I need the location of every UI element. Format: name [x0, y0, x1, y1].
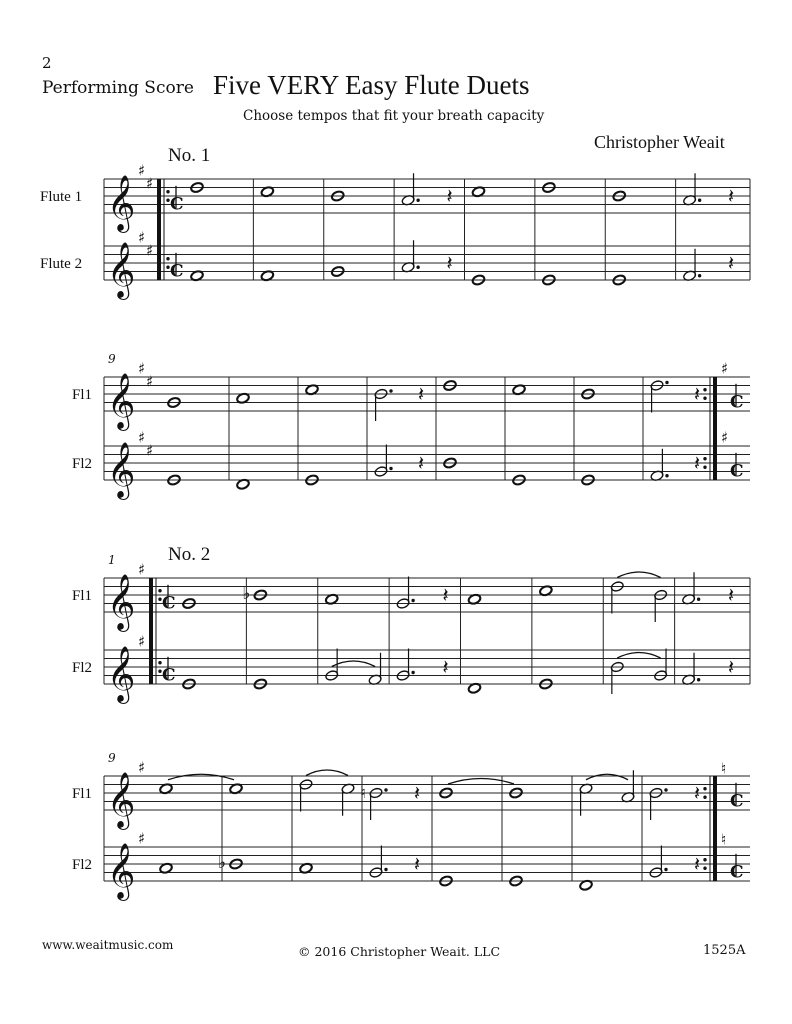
key-sharp: ♯ [138, 829, 146, 848]
treble-clef-icon: 𝄞 [107, 772, 136, 828]
augmentation-dot [416, 266, 419, 269]
quarter-rest: 𝄽 [442, 655, 449, 679]
augmentation-dot [389, 467, 392, 470]
slur [168, 774, 234, 780]
part-label-flute-1: Fl1 [72, 786, 93, 802]
repeat-thick-bar [157, 179, 161, 280]
augmentation-dot [665, 474, 668, 477]
part-label-flute-2: Flute 2 [40, 256, 83, 272]
quarter-rest: 𝄽 [694, 781, 701, 805]
subtitle: Choose tempos that fit your breath capacity [243, 108, 545, 124]
part-label-flute-2: Fl2 [72, 456, 93, 472]
time-signature-cut: C [170, 194, 184, 215]
slur [306, 770, 348, 776]
system-4 [72, 751, 750, 901]
courtesy-sharp: ♯ [721, 359, 729, 378]
footer-copyright: © 2016 Christopher Weait. LLC [298, 944, 501, 959]
page-number: 2 [42, 54, 52, 72]
courtesy-time-signature: C [730, 791, 744, 812]
treble-clef-icon: 𝄞 [107, 574, 136, 630]
key-sharp: ♯ [146, 241, 154, 260]
key-sharp: ♯ [146, 372, 154, 391]
quarter-rest: 𝄽 [728, 583, 735, 607]
augmentation-dot [698, 274, 701, 277]
quarter-rest: 𝄽 [694, 852, 701, 876]
page-title: Five VERY Easy Flute Duets [213, 70, 530, 100]
key-sharp: ♯ [146, 174, 154, 193]
courtesy-natural: ♮ [721, 830, 727, 849]
repeat-dot [166, 190, 169, 193]
repeat-dot [703, 457, 706, 460]
augmentation-dot [698, 199, 701, 202]
augmentation-dot [384, 788, 387, 791]
flat-sign: ♭ [242, 584, 251, 604]
quarter-rest: 𝄽 [728, 655, 735, 679]
augmentation-dot [384, 868, 387, 871]
treble-clef-icon: 𝄞 [107, 242, 136, 298]
end-repeat-thick-bar [713, 377, 717, 480]
quarter-rest: 𝄽 [414, 781, 421, 805]
key-sharp: ♯ [138, 758, 146, 777]
key-sharp: ♯ [138, 359, 146, 378]
footer-website: www.weaitmusic.com [42, 938, 174, 952]
augmentation-dot [664, 788, 667, 791]
treble-clef-icon: 𝄞 [107, 373, 136, 429]
quarter-rest: 𝄽 [414, 852, 421, 876]
quarter-rest: 𝄽 [728, 251, 735, 275]
repeat-dot [158, 589, 161, 592]
courtesy-time-signature: C [730, 392, 744, 413]
augmentation-dot [411, 599, 414, 602]
quarter-rest: 𝄽 [694, 382, 701, 406]
key-sharp: ♯ [138, 560, 146, 579]
system-3 [72, 544, 750, 704]
slur [617, 653, 660, 659]
repeat-dot [703, 397, 706, 400]
piece-label: No. 2 [168, 544, 211, 565]
time-signature-cut: C [162, 593, 176, 614]
measure-number: 9 [108, 352, 116, 366]
part-label-flute-1: Fl1 [72, 588, 93, 604]
quarter-rest: 𝄽 [418, 451, 425, 475]
natural-sign: ♮ [360, 783, 366, 802]
time-signature-cut: C [162, 665, 176, 686]
quarter-rest: 𝄽 [694, 451, 701, 475]
key-sharp: ♯ [138, 161, 146, 180]
part-label-flute-2: Fl2 [72, 857, 93, 873]
measure-number: 1 [108, 553, 116, 567]
repeat-dot [703, 867, 706, 870]
composer-name: Christopher Weait [594, 132, 725, 152]
quarter-rest: 𝄽 [418, 382, 425, 406]
repeat-dot [703, 796, 706, 799]
augmentation-dot [665, 381, 668, 384]
part-label-flute-1: Flute 1 [40, 189, 83, 205]
system-1 [40, 145, 750, 300]
repeat-dot [703, 858, 706, 861]
key-sharp: ♯ [138, 632, 146, 651]
courtesy-time-signature: C [730, 461, 744, 482]
repeat-dot [703, 388, 706, 391]
courtesy-natural: ♮ [721, 759, 727, 778]
courtesy-sharp: ♯ [721, 428, 729, 447]
slur [617, 572, 660, 578]
key-sharp: ♯ [138, 428, 146, 447]
system-2 [72, 352, 750, 500]
repeat-dot [166, 257, 169, 260]
augmentation-dot [697, 598, 700, 601]
quarter-rest: 𝄽 [728, 184, 735, 208]
measure-number: 9 [108, 751, 116, 765]
courtesy-time-signature: C [730, 862, 744, 883]
flat-sign: ♭ [218, 853, 227, 873]
treble-clef-icon: 𝄞 [107, 175, 136, 231]
treble-clef-icon: 𝄞 [107, 646, 136, 702]
key-sharp: ♯ [138, 228, 146, 247]
treble-clef-icon: 𝄞 [107, 843, 136, 899]
slur [448, 779, 514, 785]
piece-label: No. 1 [168, 145, 211, 166]
footer-catalog-number: 1525A [703, 943, 746, 958]
repeat-dot [703, 787, 706, 790]
augmentation-dot [664, 868, 667, 871]
augmentation-dot [697, 678, 700, 681]
slur [586, 774, 628, 780]
repeat-dot [703, 466, 706, 469]
part-label-flute-2: Fl2 [72, 660, 93, 676]
end-repeat-thick-bar [713, 776, 717, 881]
key-sharp: ♯ [146, 441, 154, 460]
repeat-thick-bar [149, 578, 153, 684]
score-label: Performing Score [42, 78, 194, 98]
time-signature-cut: C [170, 261, 184, 282]
repeat-dot [158, 661, 161, 664]
part-label-flute-1: Fl1 [72, 387, 93, 403]
quarter-rest: 𝄽 [442, 583, 449, 607]
augmentation-dot [416, 199, 419, 202]
slur [332, 661, 375, 667]
augmentation-dot [411, 671, 414, 674]
quarter-rest: 𝄽 [446, 184, 453, 208]
augmentation-dot [389, 389, 392, 392]
quarter-rest: 𝄽 [446, 251, 453, 275]
treble-clef-icon: 𝄞 [107, 442, 136, 498]
